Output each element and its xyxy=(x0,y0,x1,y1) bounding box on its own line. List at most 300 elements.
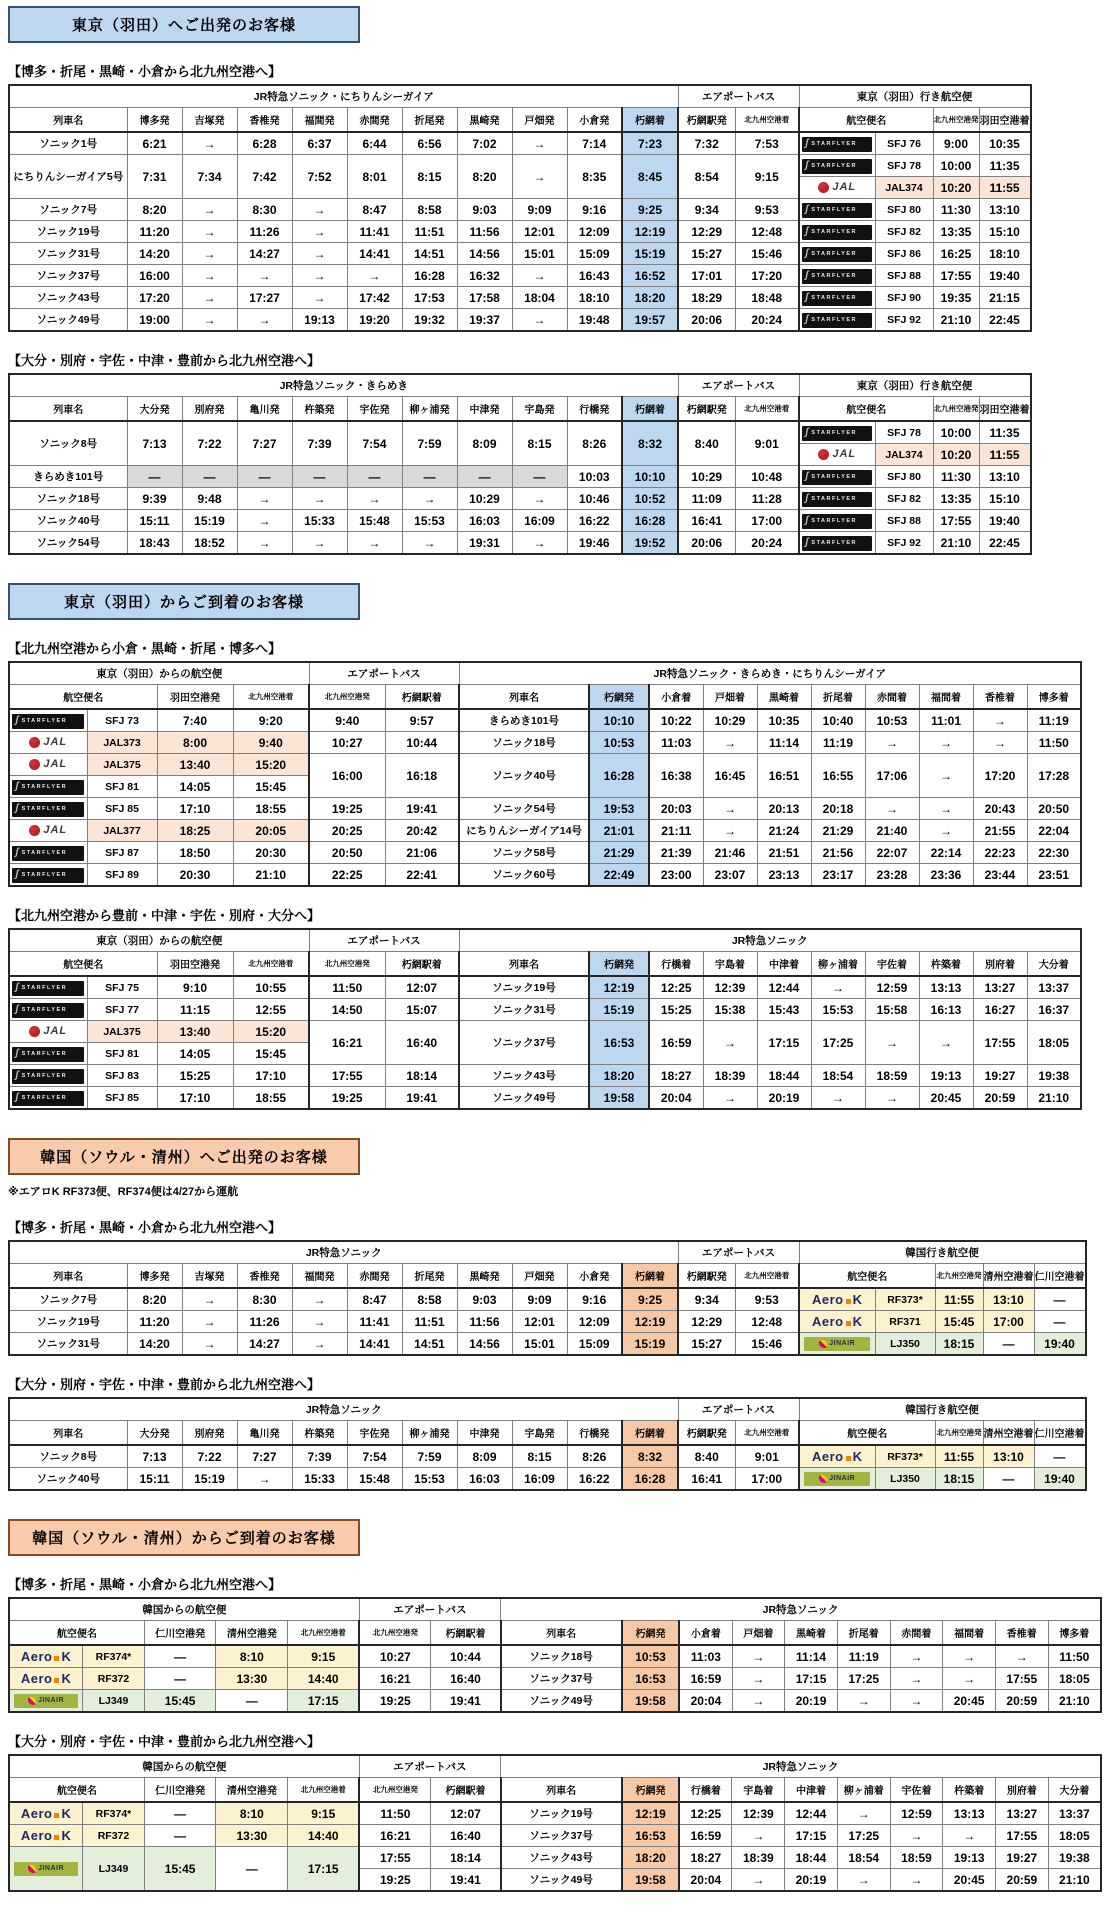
starflyer-wordmark: STARFLYER xyxy=(811,229,858,236)
time-cell: 15:27 xyxy=(678,1333,735,1356)
time-cell: 8:26 xyxy=(567,1445,622,1468)
time-cell: 20:24 xyxy=(735,309,799,332)
section-title: 韓国（ソウル・清州）へご出発のお客様 xyxy=(8,1138,360,1175)
time-cell: 12:59 xyxy=(865,976,919,999)
column-header: 行橋発 xyxy=(567,397,622,422)
pass-through-arrow: → xyxy=(865,732,919,754)
aerok-word-right: K xyxy=(852,1449,863,1464)
train-name: ソニック19号 xyxy=(9,1311,127,1333)
time-cell: 21:06 xyxy=(385,842,459,864)
time-cell: 17:28 xyxy=(1027,754,1081,798)
column-header: 杵築着 xyxy=(943,1778,996,1803)
column-header: 列車名 xyxy=(459,952,589,977)
pass-through-arrow: → xyxy=(182,132,237,155)
pass-through-arrow: → xyxy=(347,532,402,555)
flight-number: JAL375 xyxy=(87,1021,157,1043)
time-cell: 8:32 xyxy=(622,1445,678,1468)
jinair-butterfly-icon xyxy=(28,1865,36,1873)
starflyer-wordmark: STARFLYER xyxy=(21,1073,68,1080)
time-cell: 21:55 xyxy=(973,820,1027,842)
column-header: 宇佐発 xyxy=(347,1421,402,1446)
pass-through-arrow: → xyxy=(292,488,347,510)
time-cell: 12:19 xyxy=(589,976,649,999)
time-cell: 13:40 xyxy=(157,1021,233,1043)
jinair-butterfly-icon xyxy=(819,1475,827,1483)
flight-number: JAL374 xyxy=(875,444,933,466)
time-cell: 19:20 xyxy=(347,309,402,332)
starflyer-wordmark: STARFLYER xyxy=(811,207,858,214)
time-cell: 22:41 xyxy=(385,864,459,887)
time-cell: 16:25 xyxy=(933,243,979,265)
time-cell: 19:32 xyxy=(402,309,457,332)
airline-logo-cell xyxy=(9,1847,83,1892)
pass-through-arrow: → xyxy=(973,732,1027,754)
time-cell: 15:01 xyxy=(512,243,567,265)
time-cell: 11:50 xyxy=(1048,1645,1101,1668)
airline-logo-cell xyxy=(799,444,875,466)
time-cell: 7:22 xyxy=(182,421,237,466)
time-cell: 11:56 xyxy=(457,221,512,243)
aerok-logo xyxy=(21,1828,72,1843)
train-name: ソニック31号 xyxy=(9,243,127,265)
time-cell: 17:27 xyxy=(237,287,292,309)
time-cell: 6:56 xyxy=(402,132,457,155)
starflyer-logo xyxy=(12,1091,84,1106)
time-cell: 23:44 xyxy=(973,864,1027,887)
pass-through-arrow: → xyxy=(811,976,865,999)
time-cell: 10:53 xyxy=(865,709,919,732)
aerok-word-left: Aero xyxy=(811,1292,844,1307)
airline-logo-cell xyxy=(9,1825,83,1847)
time-cell: 22:30 xyxy=(1027,842,1081,864)
time-cell: 14:27 xyxy=(237,243,292,265)
time-cell: 10:35 xyxy=(757,709,811,732)
time-cell: 17:53 xyxy=(402,287,457,309)
column-group-header: エアポートバス xyxy=(678,1398,799,1421)
starflyer-wordmark: STARFLYER xyxy=(21,718,68,725)
time-cell: 17:20 xyxy=(127,287,182,309)
pass-through-arrow: → xyxy=(402,532,457,555)
column-header: 博多着 xyxy=(1027,685,1081,710)
time-cell: 19:25 xyxy=(309,798,385,820)
time-cell: 8:10 xyxy=(216,1802,288,1825)
no-stop-dash: — xyxy=(1034,1445,1086,1468)
train-name: ソニック31号 xyxy=(9,1333,127,1356)
time-cell: 20:45 xyxy=(943,1690,996,1713)
flight-number: SFJ 77 xyxy=(87,999,157,1021)
time-cell: 19:25 xyxy=(309,1087,385,1110)
starflyer-mark-icon: ʃ xyxy=(15,847,19,859)
no-stop-dash: — xyxy=(216,1690,288,1713)
airline-logo-cell xyxy=(9,709,87,732)
time-cell: 14:40 xyxy=(288,1668,360,1690)
starflyer-wordmark: STARFLYER xyxy=(21,850,68,857)
starflyer-wordmark: STARFLYER xyxy=(811,163,858,170)
column-header: 博多着 xyxy=(1048,1621,1101,1646)
pass-through-arrow: → xyxy=(347,488,402,510)
flight-number: SFJ 85 xyxy=(87,1087,157,1110)
column-header: 戸畑着 xyxy=(703,685,757,710)
flight-number: LJ350 xyxy=(875,1468,935,1491)
time-cell: 21:51 xyxy=(757,842,811,864)
pass-through-arrow: → xyxy=(732,1668,785,1690)
time-cell: 8:15 xyxy=(512,421,567,466)
train-name: ソニック40号 xyxy=(9,510,127,532)
column-header: 北九州空港発 xyxy=(933,397,979,422)
time-cell: 9:48 xyxy=(182,488,237,510)
time-cell: 10:55 xyxy=(233,976,309,999)
time-cell: 11:26 xyxy=(237,221,292,243)
time-cell: 8:15 xyxy=(402,155,457,199)
aerok-word-right: K xyxy=(61,1828,72,1843)
pass-through-arrow: → xyxy=(292,1333,347,1356)
time-cell: 15:20 xyxy=(233,754,309,776)
airline-logo-cell xyxy=(9,798,87,820)
column-header: 航空便名 xyxy=(9,685,157,710)
time-cell: 14:05 xyxy=(157,1043,233,1065)
time-cell: 10:46 xyxy=(567,488,622,510)
time-cell: 15:46 xyxy=(735,243,799,265)
time-cell: 10:00 xyxy=(933,421,979,444)
jal-crane-icon xyxy=(29,759,40,770)
jinair-logo xyxy=(804,1472,870,1486)
time-cell: 16:59 xyxy=(679,1825,732,1847)
time-cell: 11:19 xyxy=(811,732,865,754)
time-cell: 9:03 xyxy=(457,1288,512,1311)
column-group-header: 韓国からの航空便 xyxy=(9,1755,359,1778)
column-header: 朽網発 xyxy=(589,685,649,710)
aerok-word-left: Aero xyxy=(20,1828,53,1843)
time-cell: 17:25 xyxy=(811,1021,865,1065)
time-cell: 8:47 xyxy=(347,199,402,221)
time-cell: 17:55 xyxy=(933,265,979,287)
train-name: ソニック31号 xyxy=(459,999,589,1021)
pass-through-arrow: → xyxy=(237,532,292,555)
column-header: 羽田空港発 xyxy=(157,685,233,710)
time-cell: 16:41 xyxy=(678,510,735,532)
column-header: 朽網駅着 xyxy=(385,685,459,710)
time-cell: 16:21 xyxy=(359,1668,431,1690)
column-header: 中津発 xyxy=(457,397,512,422)
pass-through-arrow: → xyxy=(182,199,237,221)
time-cell: 12:07 xyxy=(385,976,459,999)
column-group-header: エアポートバス xyxy=(678,1241,799,1264)
time-cell: 7:13 xyxy=(127,421,182,466)
airline-logo-cell xyxy=(799,155,875,177)
table-caption: 【博多・折尾・黒崎・小倉から北九州空港へ】 xyxy=(8,64,282,79)
time-cell: 18:43 xyxy=(127,532,182,555)
time-cell: 20:45 xyxy=(919,1087,973,1110)
time-cell: 17:15 xyxy=(288,1690,360,1713)
starflyer-mark-icon: ʃ xyxy=(15,715,19,727)
starflyer-wordmark: STARFLYER xyxy=(21,1051,68,1058)
column-header: 赤間着 xyxy=(890,1621,943,1646)
time-cell: 7:14 xyxy=(567,132,622,155)
train-name: ソニック37号 xyxy=(501,1825,622,1847)
time-cell: 17:20 xyxy=(735,265,799,287)
time-cell: 11:20 xyxy=(127,1311,182,1333)
time-cell: 18:29 xyxy=(678,287,735,309)
time-cell: 16:40 xyxy=(431,1668,501,1690)
column-header: 朽網発 xyxy=(589,952,649,977)
time-cell: 7:23 xyxy=(622,132,678,155)
flight-number: SFJ 78 xyxy=(875,155,933,177)
time-cell: 16:09 xyxy=(512,1468,567,1491)
pass-through-arrow: → xyxy=(732,1645,785,1668)
column-header: 小倉着 xyxy=(679,1621,732,1646)
time-cell: 20:03 xyxy=(649,798,703,820)
time-cell: 17:42 xyxy=(347,287,402,309)
time-cell: 15:45 xyxy=(233,776,309,798)
time-cell: 18:25 xyxy=(157,820,233,842)
time-cell: 21:10 xyxy=(933,532,979,555)
column-group-header: JR特急ソニック xyxy=(9,1241,678,1264)
time-cell: 17:20 xyxy=(973,754,1027,798)
time-cell: 20:18 xyxy=(811,798,865,820)
pass-through-arrow: → xyxy=(703,798,757,820)
column-header: 北九州空港発 xyxy=(933,108,979,133)
column-header: 北九州空港発 xyxy=(935,1421,983,1446)
column-header: 朽網発 xyxy=(622,1621,680,1646)
column-header: 清州空港着 xyxy=(983,1421,1034,1446)
pass-through-arrow: → xyxy=(292,1288,347,1311)
time-cell: 8:58 xyxy=(402,199,457,221)
column-header: 黒崎着 xyxy=(785,1621,838,1646)
time-cell: 23:28 xyxy=(865,864,919,887)
column-header: 宇島着 xyxy=(732,1778,785,1803)
pass-through-arrow: → xyxy=(919,798,973,820)
time-cell: 10:00 xyxy=(933,155,979,177)
column-header: 羽田空港発 xyxy=(157,952,233,977)
starflyer-logo xyxy=(802,247,872,262)
time-cell: 7:39 xyxy=(292,1445,347,1468)
starflyer-mark-icon: ʃ xyxy=(805,204,809,216)
time-cell: 13:13 xyxy=(943,1802,996,1825)
column-header: 香椎着 xyxy=(995,1621,1048,1646)
column-header: 清州空港発 xyxy=(216,1778,288,1803)
pass-through-arrow: → xyxy=(237,309,292,332)
time-cell: 9:53 xyxy=(735,199,799,221)
time-cell: 17:15 xyxy=(785,1668,838,1690)
timetable xyxy=(8,1240,1087,1356)
column-group-header: JR特急ソニック xyxy=(459,929,1081,952)
time-cell: 15:19 xyxy=(182,510,237,532)
starflyer-wordmark: STARFLYER xyxy=(811,295,858,302)
time-cell: 19:41 xyxy=(385,1087,459,1110)
time-cell: 23:17 xyxy=(811,864,865,887)
column-header: 列車名 xyxy=(9,397,127,422)
column-header: 赤間着 xyxy=(865,685,919,710)
time-cell: 23:36 xyxy=(919,864,973,887)
time-cell: 9:09 xyxy=(512,1288,567,1311)
time-cell: 17:25 xyxy=(837,1825,890,1847)
time-cell: 7:32 xyxy=(678,132,735,155)
starflyer-logo xyxy=(802,137,872,152)
airline-logo-cell xyxy=(799,510,875,532)
train-name: にちりんシーガイア14号 xyxy=(459,820,589,842)
time-cell: 18:10 xyxy=(567,287,622,309)
starflyer-mark-icon: ʃ xyxy=(805,427,809,439)
column-header: 戸畑着 xyxy=(732,1621,785,1646)
pass-through-arrow: → xyxy=(919,732,973,754)
train-name: ソニック43号 xyxy=(9,287,127,309)
time-cell: 10:44 xyxy=(431,1645,501,1668)
starflyer-mark-icon: ʃ xyxy=(15,1048,19,1060)
time-cell: 20:19 xyxy=(785,1690,838,1713)
pass-through-arrow: → xyxy=(973,709,1027,732)
starflyer-mark-icon: ʃ xyxy=(805,314,809,326)
column-header: 大分着 xyxy=(1048,1778,1101,1803)
aerok-word-right: K xyxy=(61,1671,72,1686)
time-cell: 21:29 xyxy=(589,842,649,864)
pass-through-arrow: → xyxy=(512,309,567,332)
train-name: ソニック58号 xyxy=(459,842,589,864)
column-header: 博多発 xyxy=(127,1264,182,1289)
pass-through-arrow: → xyxy=(890,1668,943,1690)
table-caption: 【大分・別府・宇佐・中津・豊前から北九州空港へ】 xyxy=(8,353,321,368)
no-stop-dash: — xyxy=(216,1847,288,1892)
time-cell: 8:09 xyxy=(457,421,512,466)
time-cell: 21:15 xyxy=(979,287,1031,309)
train-name: ソニック37号 xyxy=(459,1021,589,1065)
airline-logo-cell xyxy=(9,1668,83,1690)
jal-crane-icon xyxy=(29,825,40,836)
starflyer-mark-icon: ʃ xyxy=(15,803,19,815)
time-cell: 22:04 xyxy=(1027,820,1081,842)
column-header: 列車名 xyxy=(501,1778,622,1803)
time-cell: 15:10 xyxy=(979,221,1031,243)
time-cell: 19:25 xyxy=(359,1690,431,1713)
time-cell: 7:59 xyxy=(402,1445,457,1468)
time-cell: 17:15 xyxy=(785,1825,838,1847)
column-group-header: 東京（羽田）からの航空便 xyxy=(9,929,309,952)
aerok-word-left: Aero xyxy=(811,1314,844,1329)
starflyer-mark-icon: ʃ xyxy=(805,248,809,260)
train-name: きらめき101号 xyxy=(459,709,589,732)
pass-through-arrow: → xyxy=(182,265,237,287)
time-cell: 16:00 xyxy=(127,265,182,287)
starflyer-logo xyxy=(802,426,872,441)
column-header: 列車名 xyxy=(501,1621,622,1646)
column-header: 中津着 xyxy=(757,952,811,977)
column-header: 北九州空港着 xyxy=(233,685,309,710)
pass-through-arrow: → xyxy=(890,1645,943,1668)
starflyer-mark-icon: ʃ xyxy=(15,869,19,881)
column-header: 列車名 xyxy=(459,685,589,710)
flight-number: SFJ 88 xyxy=(875,265,933,287)
time-cell: 16:53 xyxy=(589,1021,649,1065)
time-cell: 13:40 xyxy=(157,754,233,776)
pass-through-arrow: → xyxy=(182,287,237,309)
time-cell: 19:41 xyxy=(431,1869,501,1892)
jinair-wordmark: JINAIR xyxy=(829,1340,856,1347)
time-cell: 15:27 xyxy=(678,243,735,265)
time-cell: 17:00 xyxy=(735,1468,799,1491)
starflyer-logo xyxy=(802,225,872,240)
starflyer-mark-icon: ʃ xyxy=(805,515,809,527)
airline-logo-cell xyxy=(9,999,87,1021)
starflyer-logo xyxy=(12,1047,84,1062)
aerok-word-left: Aero xyxy=(20,1649,53,1664)
time-cell: 15:53 xyxy=(402,510,457,532)
pass-through-arrow: → xyxy=(919,754,973,798)
column-header: 航空便名 xyxy=(799,1421,935,1446)
time-cell: 9:53 xyxy=(735,1288,799,1311)
time-cell: 7:22 xyxy=(182,1445,237,1468)
jinair-logo xyxy=(14,1862,78,1876)
train-name: にちりんシーガイア5号 xyxy=(9,155,127,199)
time-cell: 16:37 xyxy=(1027,999,1081,1021)
time-cell: 16:03 xyxy=(457,1468,512,1491)
time-cell: 8:10 xyxy=(216,1645,288,1668)
time-cell: 12:39 xyxy=(703,976,757,999)
time-cell: 17:55 xyxy=(933,510,979,532)
time-cell: 18:20 xyxy=(622,1847,680,1869)
time-cell: 11:55 xyxy=(979,177,1031,199)
column-header: 吉塚発 xyxy=(182,108,237,133)
time-cell: 15:19 xyxy=(589,999,649,1021)
starflyer-wordmark: STARFLYER xyxy=(21,784,68,791)
time-cell: 9:34 xyxy=(678,199,735,221)
starflyer-logo xyxy=(802,291,872,306)
pass-through-arrow: → xyxy=(865,798,919,820)
time-cell: 21:29 xyxy=(811,820,865,842)
time-cell: 20:24 xyxy=(735,532,799,555)
time-cell: 18:59 xyxy=(890,1847,943,1869)
time-cell: 18:55 xyxy=(233,1087,309,1110)
no-stop-dash: — xyxy=(983,1333,1034,1356)
time-cell: 17:10 xyxy=(157,1087,233,1110)
time-cell: 9:20 xyxy=(233,709,309,732)
time-cell: 12:25 xyxy=(679,1802,732,1825)
train-name: ソニック37号 xyxy=(9,265,127,287)
time-cell: 10:20 xyxy=(933,444,979,466)
time-cell: 19:27 xyxy=(996,1847,1049,1869)
column-header: 別府着 xyxy=(996,1778,1049,1803)
flight-number: SFJ 83 xyxy=(87,1065,157,1087)
time-cell: 18:39 xyxy=(732,1847,785,1869)
time-cell: 16:22 xyxy=(567,1468,622,1491)
pass-through-arrow: → xyxy=(943,1668,996,1690)
no-stop-dash: — xyxy=(347,466,402,488)
column-header: 朽網駅着 xyxy=(431,1778,501,1803)
time-cell: 16:21 xyxy=(309,1021,385,1065)
pass-through-arrow: → xyxy=(292,221,347,243)
time-cell: 21:56 xyxy=(811,842,865,864)
airline-logo-cell xyxy=(799,265,875,287)
column-header: 福間着 xyxy=(943,1621,996,1646)
time-cell: 11:03 xyxy=(649,732,703,754)
time-cell: 7:59 xyxy=(402,421,457,466)
time-cell: 16:21 xyxy=(359,1825,431,1847)
time-cell: 9:09 xyxy=(512,199,567,221)
column-group-header: JR特急ソニック・にちりんシーガイア xyxy=(9,85,678,108)
pass-through-arrow: → xyxy=(182,243,237,265)
time-cell: 14:41 xyxy=(347,243,402,265)
time-cell: 9:15 xyxy=(288,1802,360,1825)
time-cell: 10:44 xyxy=(385,732,459,754)
time-cell: 19:52 xyxy=(622,532,678,555)
time-cell: 18:04 xyxy=(512,287,567,309)
time-cell: 17:10 xyxy=(157,798,233,820)
airline-logo-cell xyxy=(799,466,875,488)
time-cell: 10:29 xyxy=(457,488,512,510)
starflyer-wordmark: STARFLYER xyxy=(811,430,858,437)
timetable xyxy=(8,1397,1087,1491)
flight-number: RF374* xyxy=(83,1645,145,1668)
starflyer-wordmark: STARFLYER xyxy=(811,496,858,503)
column-header: 朽網駅着 xyxy=(385,952,459,977)
